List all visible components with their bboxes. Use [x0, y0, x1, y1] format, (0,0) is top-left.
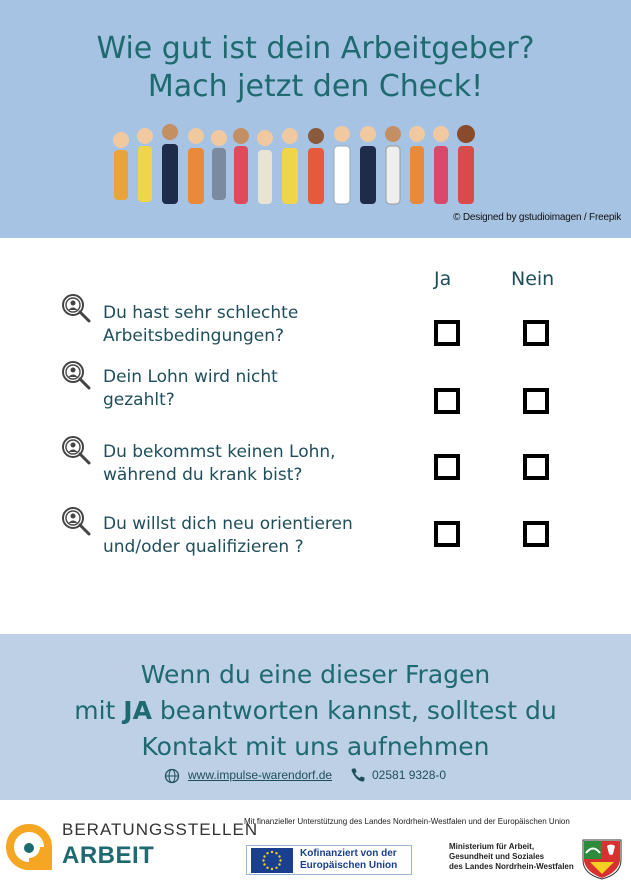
search-person-icon	[60, 505, 92, 537]
column-header-no: Nein	[511, 268, 555, 290]
search-person-icon	[60, 292, 92, 324]
question-4	[103, 513, 353, 559]
question-2	[103, 366, 278, 412]
question-3-no-checkbox[interactable]	[523, 454, 549, 480]
page-title	[0, 30, 631, 106]
image-credit	[453, 212, 621, 223]
question-3-line-1: Du bekommst keinen Lohn,	[103, 442, 336, 462]
search-person-icon	[60, 434, 92, 466]
eu-flag-icon	[251, 848, 293, 873]
question-1-no-checkbox[interactable]	[523, 320, 549, 346]
cta-line-2	[0, 693, 631, 729]
beratungsstellen-logo-icon	[6, 824, 52, 870]
question-1	[103, 302, 298, 348]
question-1-line-2: Arbeitsbedingungen?	[103, 326, 285, 346]
ministry-name	[449, 842, 574, 872]
question-4-yes-checkbox[interactable]	[434, 521, 460, 547]
workers-illustration	[108, 110, 528, 214]
eu-line-1: Kofinanziert von der	[300, 848, 397, 859]
phone-number[interactable]: 02581 9328-0	[372, 768, 447, 782]
question-1-line-1: Du hast sehr schlechte	[103, 303, 299, 323]
eu-line-2: Europäischen Union	[300, 860, 398, 871]
phone-icon	[350, 767, 366, 783]
question-4-no-checkbox[interactable]	[523, 521, 549, 547]
website-link[interactable]: www.impulse-warendorf.de	[188, 768, 333, 782]
question-3-line-2: während du krank bist?	[103, 465, 303, 485]
globe-icon	[164, 768, 180, 784]
question-1-yes-checkbox[interactable]	[434, 320, 460, 346]
search-person-icon	[60, 359, 92, 391]
title-line-1: Wie gut ist dein Arbeitgeber?	[96, 31, 535, 66]
copyright-icon: ©	[453, 212, 461, 223]
ministry-line-3: des Landes Nordrhein-Westfalen	[449, 862, 574, 871]
question-4-line-1: Du willst dich neu orientieren	[103, 514, 353, 534]
cta-line-2-bold: JA	[123, 696, 152, 725]
brand-name-top: BERATUNGSSTELLEN	[62, 820, 259, 839]
credit-text: Designed by gstudioimagen / Freepik	[462, 212, 621, 223]
question-3-yes-checkbox[interactable]	[434, 454, 460, 480]
funding-note: Mit finanzieller Unterstützung des Landes Nordrhein-Westfalen und der Europäischen Union	[244, 817, 570, 826]
column-header-yes: Ja	[434, 268, 452, 290]
question-2-line-1: Dein Lohn wird nicht	[103, 367, 278, 387]
worker-figures	[113, 124, 475, 204]
cta-line-2-suffix: beantworten kannst, solltest du	[151, 696, 557, 725]
brand-name-bottom: ARBEIT	[62, 842, 155, 869]
nrw-coat-of-arms-icon	[581, 838, 623, 880]
cta-line-3: Kontakt mit uns aufnehmen	[141, 732, 490, 761]
ministry-line-2: Gesundheit und Soziales	[449, 852, 545, 861]
cta-line-2-prefix: mit	[74, 696, 124, 725]
ministry-line-1: Ministerium für Arbeit,	[449, 842, 535, 851]
title-line-2: Mach jetzt den Check!	[147, 69, 484, 104]
eu-cofunding-text	[300, 848, 397, 872]
question-2-yes-checkbox[interactable]	[434, 388, 460, 414]
cta-line-1: Wenn du eine dieser Fragen	[140, 660, 491, 689]
question-2-no-checkbox[interactable]	[523, 388, 549, 414]
question-2-line-2: gezahlt?	[103, 390, 175, 410]
question-4-line-2: und/oder qualifizieren ?	[103, 537, 304, 557]
cta-message	[0, 657, 631, 765]
question-3	[103, 441, 336, 487]
